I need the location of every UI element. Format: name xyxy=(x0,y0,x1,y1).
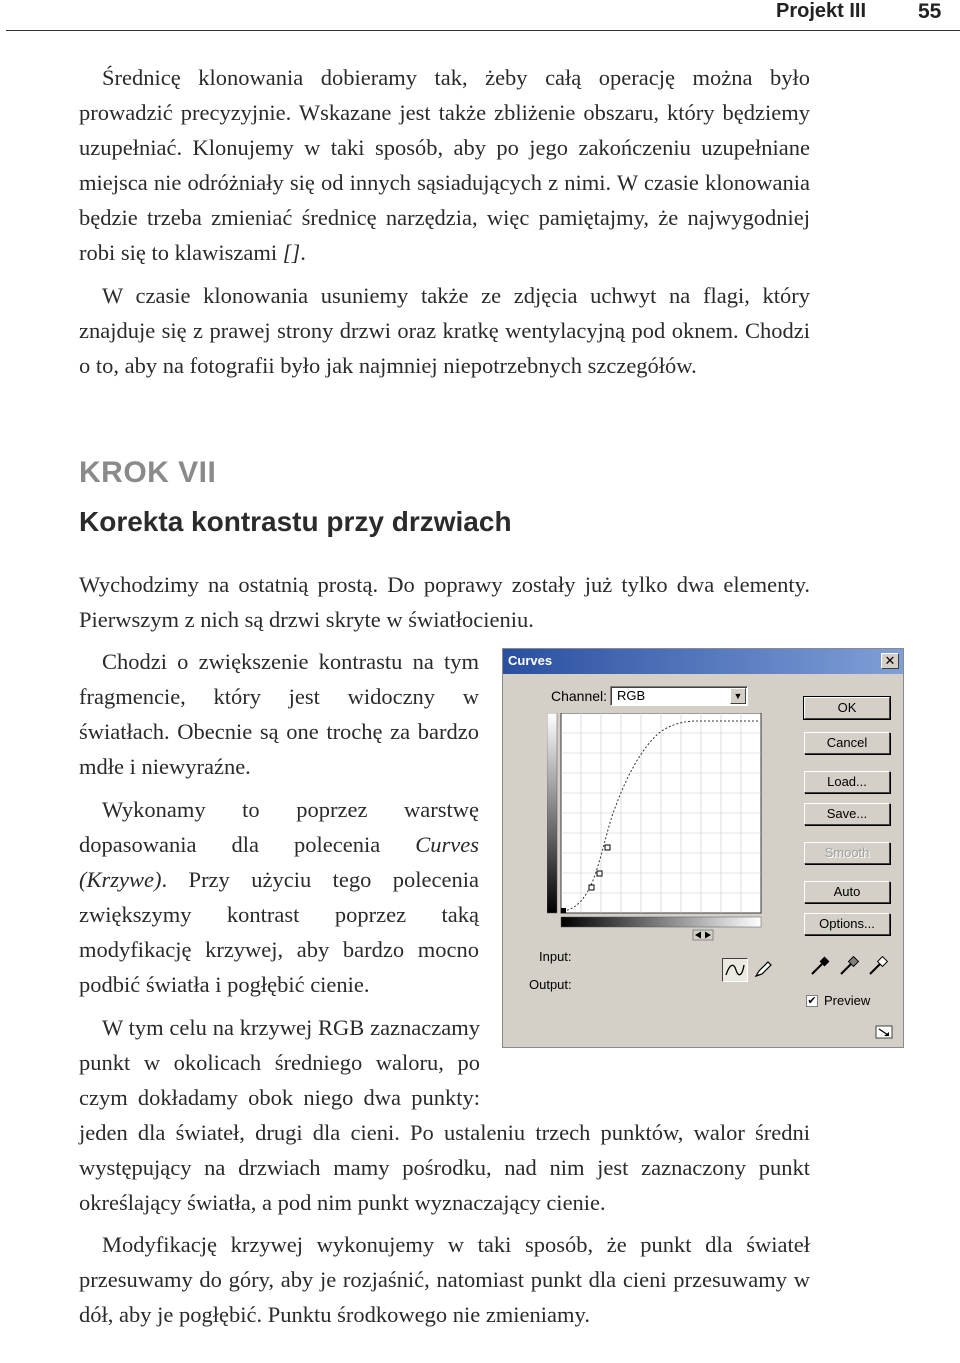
curve-point-shadows xyxy=(589,885,594,890)
intro-paragraph-1-text: Średnicę klonowania dobieramy tak, żeby całą operację można było prowadzić precyzyjnie. Wskazane jest także zbliżenie obszaru, który będziemy uzupełniać. Klonujemy w taki sposób, aby po jego zakończeniu uzupełniane miejsca nie odróżniały się od innych sąsiadujących z nimi. W czasie klonowania będzie trzeba zmieniać średnicę narzędzia, więc pamiętajmy, że najwygodniej robi się to klawiszami xyxy=(79,65,810,265)
output-gradient-bar xyxy=(547,713,557,913)
channel-value: RGB xyxy=(617,688,646,703)
page-number: 55 xyxy=(918,0,942,23)
output-label: Output: xyxy=(529,977,572,992)
preview-checkbox[interactable]: ✔ xyxy=(807,995,817,1007)
shortcut-keys: [] xyxy=(282,240,301,265)
eyedropper-black-icon[interactable] xyxy=(807,953,833,979)
curve-point-highlights xyxy=(605,845,610,850)
running-header-title: Projekt III xyxy=(776,0,867,22)
load-button[interactable]: Load... xyxy=(804,771,890,793)
smooth-button[interactable]: Smooth xyxy=(804,842,890,864)
expand-icon[interactable] xyxy=(875,1025,893,1039)
step-kicker: KROK VII xyxy=(79,456,217,489)
dialog-title: Curves xyxy=(508,653,553,668)
step-paragraph-2: Chodzi o zwiększenie kontrastu na tym fragmencie, który jest widoczny w światłach. Obecnie są one trochę za bardzo mdłe i niewyraźne. xyxy=(79,649,479,779)
dialog-titlebar[interactable] xyxy=(503,649,903,674)
step-paragraph-3 xyxy=(79,792,479,1002)
step-paragraph-1: Wychodzimy na ostatnią prostą. Do poprawy zostały już tylko dwa elementy. Pierwszym z nich są drzwi skryte w światłocieniu. xyxy=(79,572,810,632)
header-rule xyxy=(6,30,960,31)
curve-graph[interactable] xyxy=(547,713,783,949)
step-paragraph-3-text-b: . Przy użyciu tego polecenia zwiększymy kontrast poprzez taką modyfikację krzywej, aby bardzo mocno podbić światła i pogłębić cienie. xyxy=(79,867,479,997)
channel-select[interactable] xyxy=(610,686,748,706)
close-icon[interactable]: ✕ xyxy=(881,653,899,669)
curves-term: Curves (Krzywe) xyxy=(79,832,479,892)
pencil-icon[interactable] xyxy=(751,958,777,982)
cancel-button[interactable]: Cancel xyxy=(804,732,890,754)
save-button[interactable]: Save... xyxy=(804,803,890,825)
input-gradient-bar xyxy=(561,917,761,927)
step-paragraph-3-text-a: Wykonamy to poprzez warstwę dopasowania dla polecenia xyxy=(79,797,479,857)
curve-tool-icon[interactable] xyxy=(722,958,748,982)
ok-button[interactable]: OK xyxy=(804,697,890,719)
curve-point-black xyxy=(561,908,566,913)
step-paragraph-5: Modyfikację krzywej wykonujemy w taki sposób, że punkt dla świateł przesuwamy do góry, aby je rozjaśnić, natomiast punkt dla cieni przesuwamy w dół, aby je pogłębić. Punktu środkowego nie zmieniamy. xyxy=(79,1232,810,1327)
curve-graph-svg[interactable] xyxy=(547,713,783,949)
page-header xyxy=(0,0,960,34)
chevron-down-icon[interactable]: ▼ xyxy=(730,688,746,704)
eyedropper-gray-icon[interactable] xyxy=(836,953,862,979)
step-paragraph-4-text: W tym celu na krzywej RGB zaznaczamy punkt w okolicach średniego waloru, po czym dokładamy obok niego dwa punkty: jeden dla świateł, drugi dla cieni. Po ustaleniu trzech punktów, walor średni występujący na drzwiach mamy pośrodku, nad nim jest zaznaczony punkt określający światła, a pod nim punkt wyznaczający cienie. xyxy=(79,1015,810,1215)
curves-dialog xyxy=(502,648,904,1048)
options-button[interactable]: Options... xyxy=(804,913,890,935)
input-label: Input: xyxy=(539,949,572,964)
step-title: Korekta kontrastu przy drzwiach xyxy=(79,506,512,537)
intro-paragraph-1 xyxy=(79,60,810,270)
gradient-toggle-icon xyxy=(693,930,713,940)
intro-paragraph-1-end: . xyxy=(300,240,306,265)
curve-point-midtones xyxy=(597,871,602,876)
auto-button[interactable]: Auto xyxy=(804,881,890,903)
intro-paragraph-2: W czasie klonowania usuniemy także ze zdjęcia uchwyt na flagi, który znajduje się z prawej strony drzwi oraz kratkę wentylacyjną pod oknem. Chodzi o to, aby na fotografii było jak najmniej niepotrzebnych szczegółów. xyxy=(79,283,810,378)
eyedropper-white-icon[interactable] xyxy=(865,953,891,979)
channel-label: Channel: xyxy=(551,688,608,704)
preview-label[interactable]: Preview xyxy=(824,993,871,1008)
